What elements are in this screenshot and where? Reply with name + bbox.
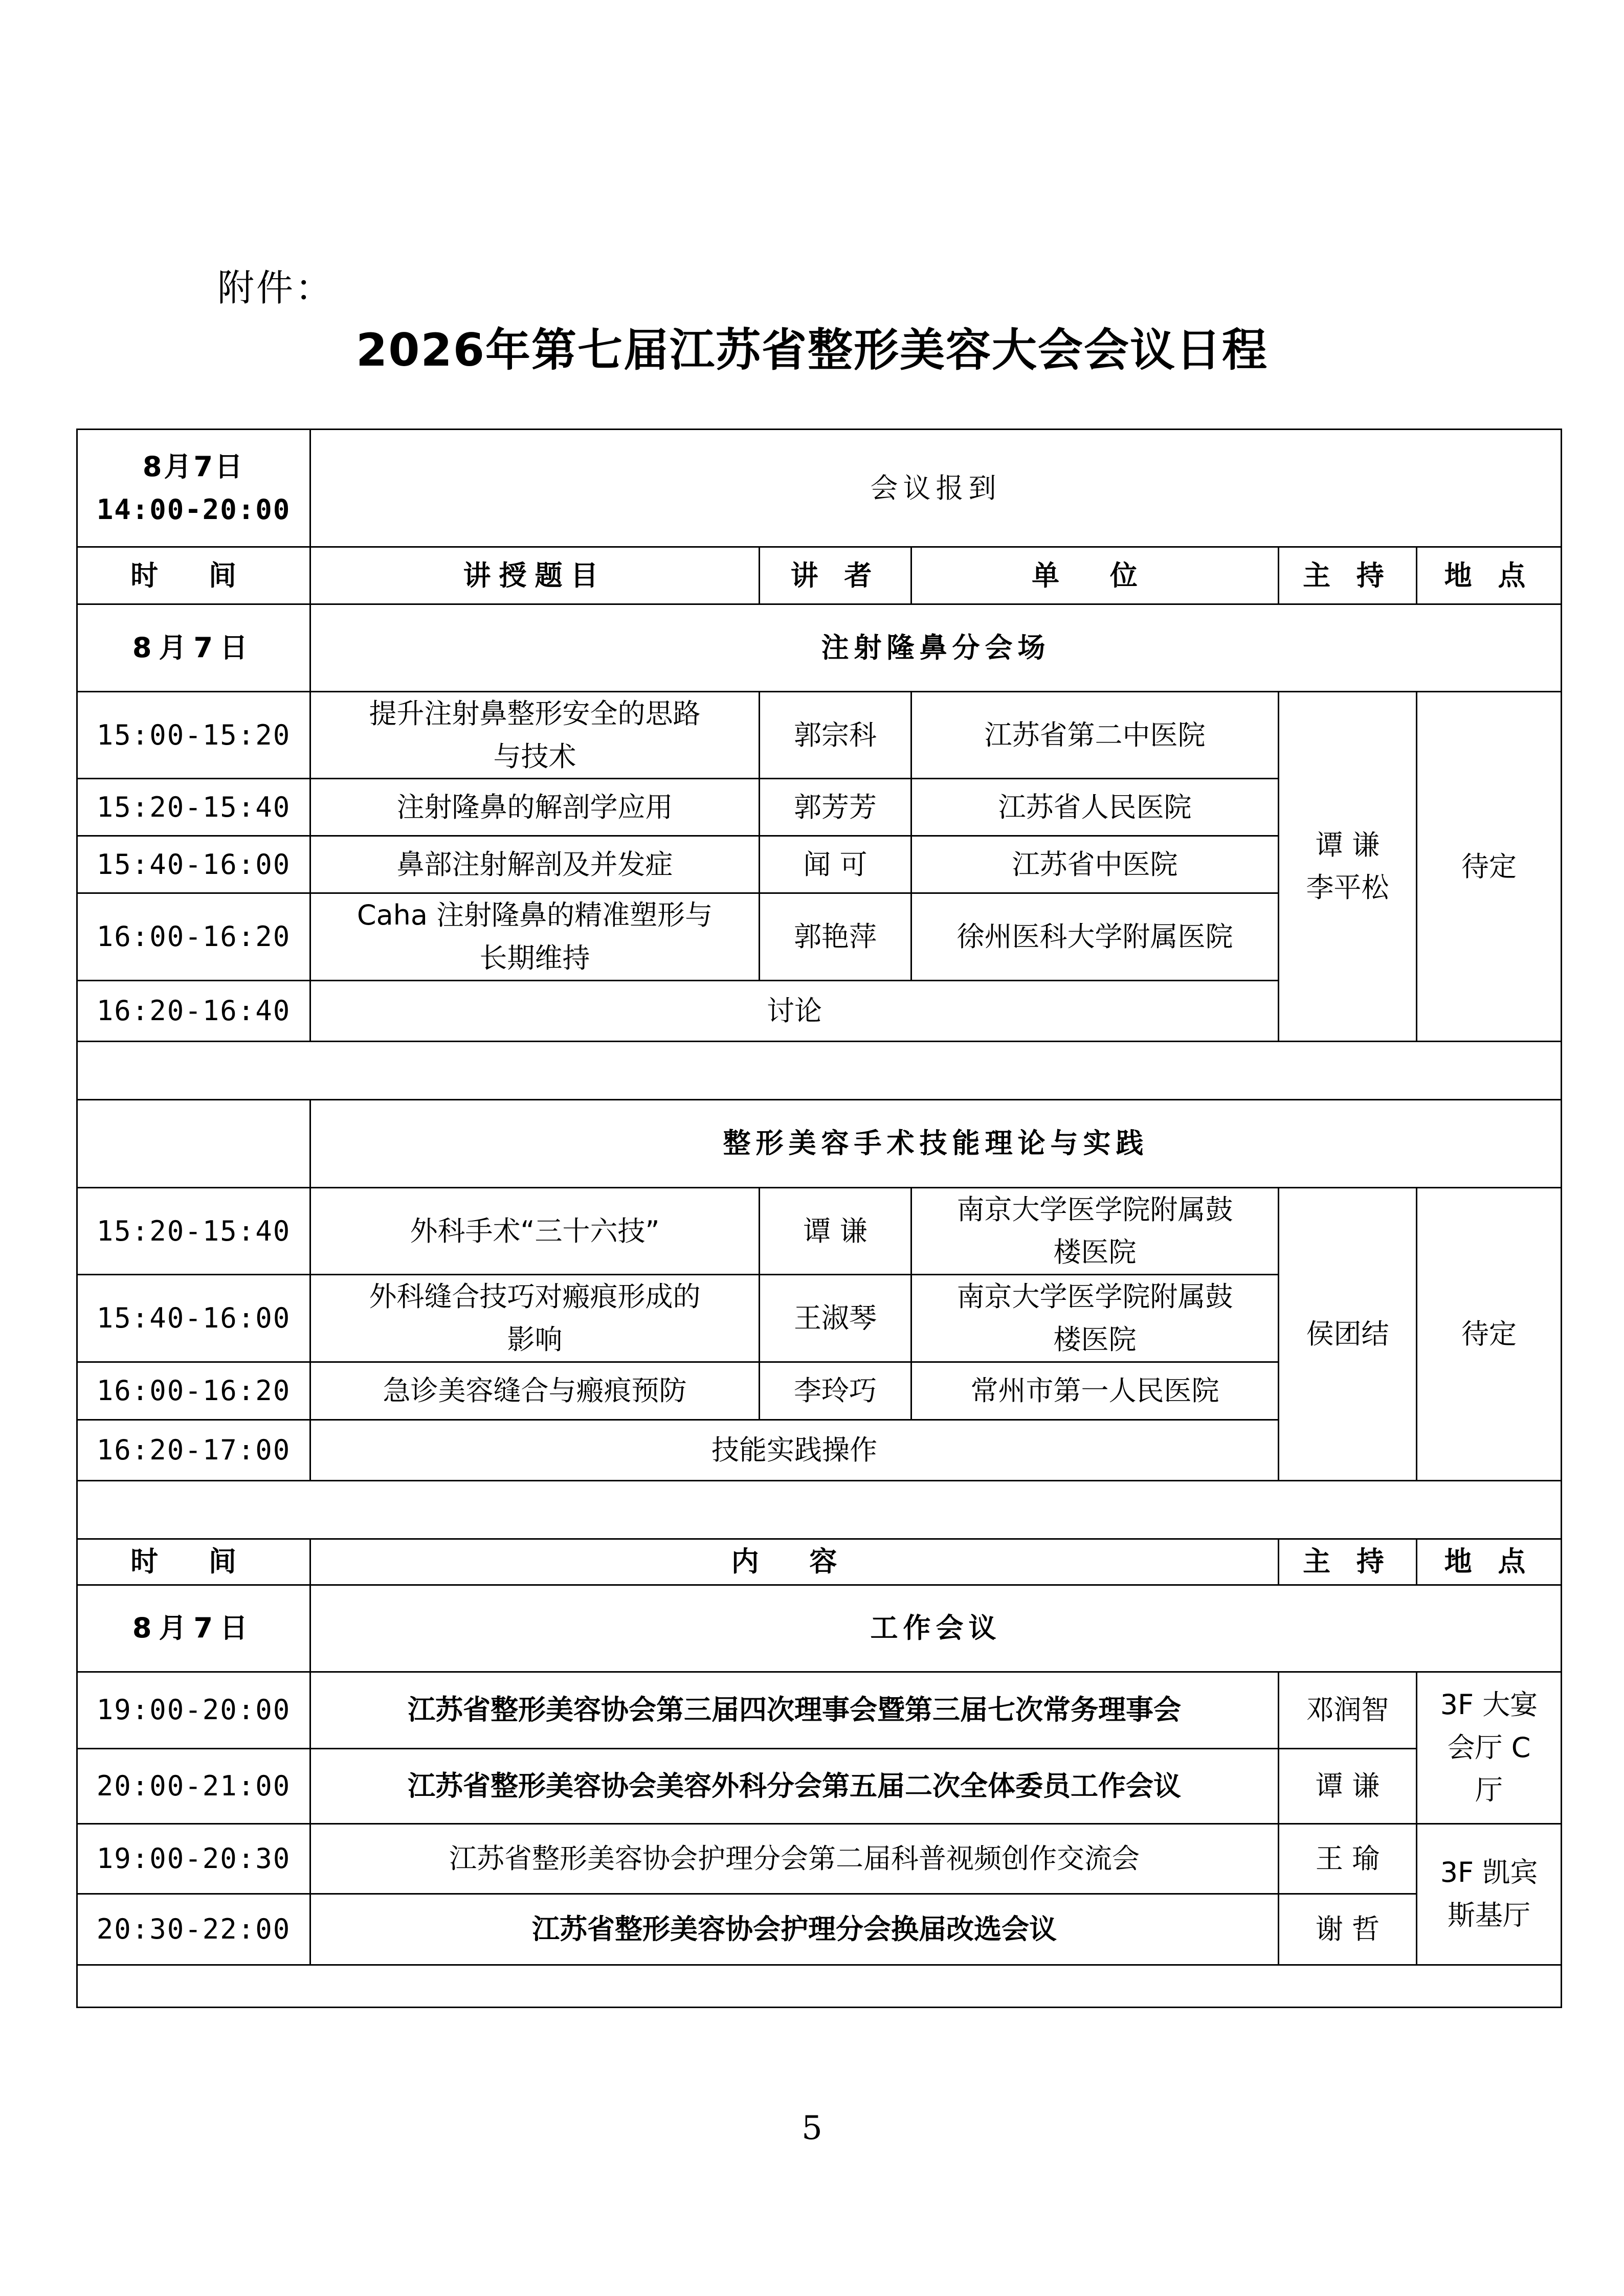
content-cell: 江苏省整形美容协会美容外科分会第五届二次全体委员工作会议	[310, 1748, 1279, 1824]
host-cell: 谢 哲	[1279, 1894, 1417, 1965]
time-cell: 20:00-21:00	[77, 1748, 310, 1824]
unit-cell: 常州市第一人民医院	[911, 1362, 1279, 1420]
spacer-row	[77, 1041, 1562, 1099]
time-cell: 15:20-15:40	[77, 779, 310, 836]
spacer-cell	[77, 1480, 1562, 1539]
time-cell: 15:20-15:40	[77, 1187, 310, 1274]
time-cell: 15:00-15:20	[77, 692, 310, 779]
attachment-label: 附件：	[217, 266, 335, 309]
unit-cell: 江苏省中医院	[911, 836, 1279, 893]
host-cell: 谭 谦	[1279, 1748, 1417, 1824]
host-cell: 王 瑜	[1279, 1824, 1417, 1894]
header-venue: 地 点	[1417, 547, 1562, 604]
topic-cell: 急诊美容缝合与瘢痕预防	[310, 1362, 760, 1420]
session3-title: 工作会议	[310, 1585, 1562, 1672]
header-topic: 讲授题目	[310, 547, 760, 604]
unit-cell: 江苏省第二中医院	[911, 692, 1279, 779]
table-row	[77, 1672, 1562, 1748]
unit-cell: 江苏省人民医院	[911, 779, 1279, 836]
registration-title: 会议报到	[310, 430, 1562, 547]
table-row	[77, 1894, 1562, 1965]
time-cell: 15:40-16:00	[77, 836, 310, 893]
header-time: 时 间	[77, 547, 310, 604]
time-cell: 16:00-16:20	[77, 893, 310, 980]
venue-cell: 3F 大宴 会厅 C 厅	[1417, 1672, 1562, 1824]
speaker-cell: 郭宗科	[760, 692, 911, 779]
speaker-cell: 闻 可	[760, 836, 911, 893]
discussion-cell: 讨论	[310, 980, 1279, 1041]
content-cell: 江苏省整形美容协会护理分会第二届科普视频创作交流会	[310, 1824, 1279, 1894]
time-cell: 16:20-16:40	[77, 980, 310, 1041]
document-title: 2026年第七届江苏省整形美容大会会议日程	[356, 324, 1268, 376]
session1-date: 8月7日	[77, 604, 310, 692]
time-cell: 19:00-20:30	[77, 1824, 310, 1894]
topic-cell: Caha 注射隆鼻的精准塑形与 长期维持	[310, 893, 760, 980]
session-title-row	[77, 1099, 1562, 1187]
header-row	[77, 1539, 1562, 1585]
time-cell: 16:00-16:20	[77, 1362, 310, 1420]
header-host: 主 持	[1279, 547, 1417, 604]
topic-cell: 鼻部注射解剖及并发症	[310, 836, 760, 893]
spacer-row	[77, 1965, 1562, 2007]
speaker-cell: 王淑琴	[760, 1275, 911, 1362]
speaker-cell: 郭艳萍	[760, 893, 911, 980]
unit-cell: 南京大学医学院附属鼓 楼医院	[911, 1187, 1279, 1274]
table-row	[77, 1748, 1562, 1824]
topic-cell: 提升注射鼻整形安全的思路 与技术	[310, 692, 760, 779]
spacer-cell	[77, 1041, 1562, 1099]
header-unit: 单 位	[911, 547, 1279, 604]
session-title-row	[77, 604, 1562, 692]
unit-cell: 徐州医科大学附属医院	[911, 893, 1279, 980]
time-cell: 16:20-17:00	[77, 1420, 310, 1480]
header-row	[77, 547, 1562, 604]
header-speaker: 讲 者	[760, 547, 911, 604]
speaker-cell: 郭芳芳	[760, 779, 911, 836]
session2-date-empty	[77, 1099, 310, 1187]
content-cell: 江苏省整形美容协会护理分会换届改选会议	[310, 1894, 1279, 1965]
header-host: 主 持	[1279, 1539, 1417, 1585]
time-cell: 15:40-16:00	[77, 1275, 310, 1362]
session-title-row	[77, 1585, 1562, 1672]
speaker-cell: 谭 谦	[760, 1187, 911, 1274]
session1-venue: 待定	[1417, 692, 1562, 1042]
header-content: 内 容	[310, 1539, 1279, 1585]
host-cell: 邓润智	[1279, 1672, 1417, 1748]
table-row	[77, 692, 1562, 779]
page-number: 5	[802, 2109, 822, 2147]
practice-cell: 技能实践操作	[310, 1420, 1279, 1480]
venue-cell: 3F 凯宾 斯基厅	[1417, 1824, 1562, 1965]
session2-host: 侯团结	[1279, 1187, 1417, 1480]
content-cell: 江苏省整形美容协会第三届四次理事会暨第三届七次常务理事会	[310, 1672, 1279, 1748]
topic-cell: 注射隆鼻的解剖学应用	[310, 779, 760, 836]
table-row	[77, 1187, 1562, 1274]
time-cell: 19:00-20:00	[77, 1672, 310, 1748]
spacer-cell	[77, 1965, 1562, 2007]
spacer-row	[77, 1480, 1562, 1539]
registration-row	[77, 430, 1562, 547]
topic-cell: 外科手术“三十六技”	[310, 1187, 760, 1274]
header-time: 时 间	[77, 1539, 310, 1585]
table-row	[77, 1824, 1562, 1894]
header-venue: 地 点	[1417, 1539, 1562, 1585]
speaker-cell: 李玲巧	[760, 1362, 911, 1420]
registration-date: 8月7日 14:00-20:00	[77, 430, 310, 547]
time-cell: 20:30-22:00	[77, 1894, 310, 1965]
session2-title: 整形美容手术技能理论与实践	[310, 1099, 1562, 1187]
session1-host: 谭 谦 李平松	[1279, 692, 1417, 1042]
session3-date: 8月7日	[77, 1585, 310, 1672]
session1-title: 注射隆鼻分会场	[310, 604, 1562, 692]
session2-venue: 待定	[1417, 1187, 1562, 1480]
topic-cell: 外科缝合技巧对瘢痕形成的 影响	[310, 1275, 760, 1362]
unit-cell: 南京大学医学院附属鼓 楼医院	[911, 1275, 1279, 1362]
schedule-table	[76, 429, 1562, 2008]
